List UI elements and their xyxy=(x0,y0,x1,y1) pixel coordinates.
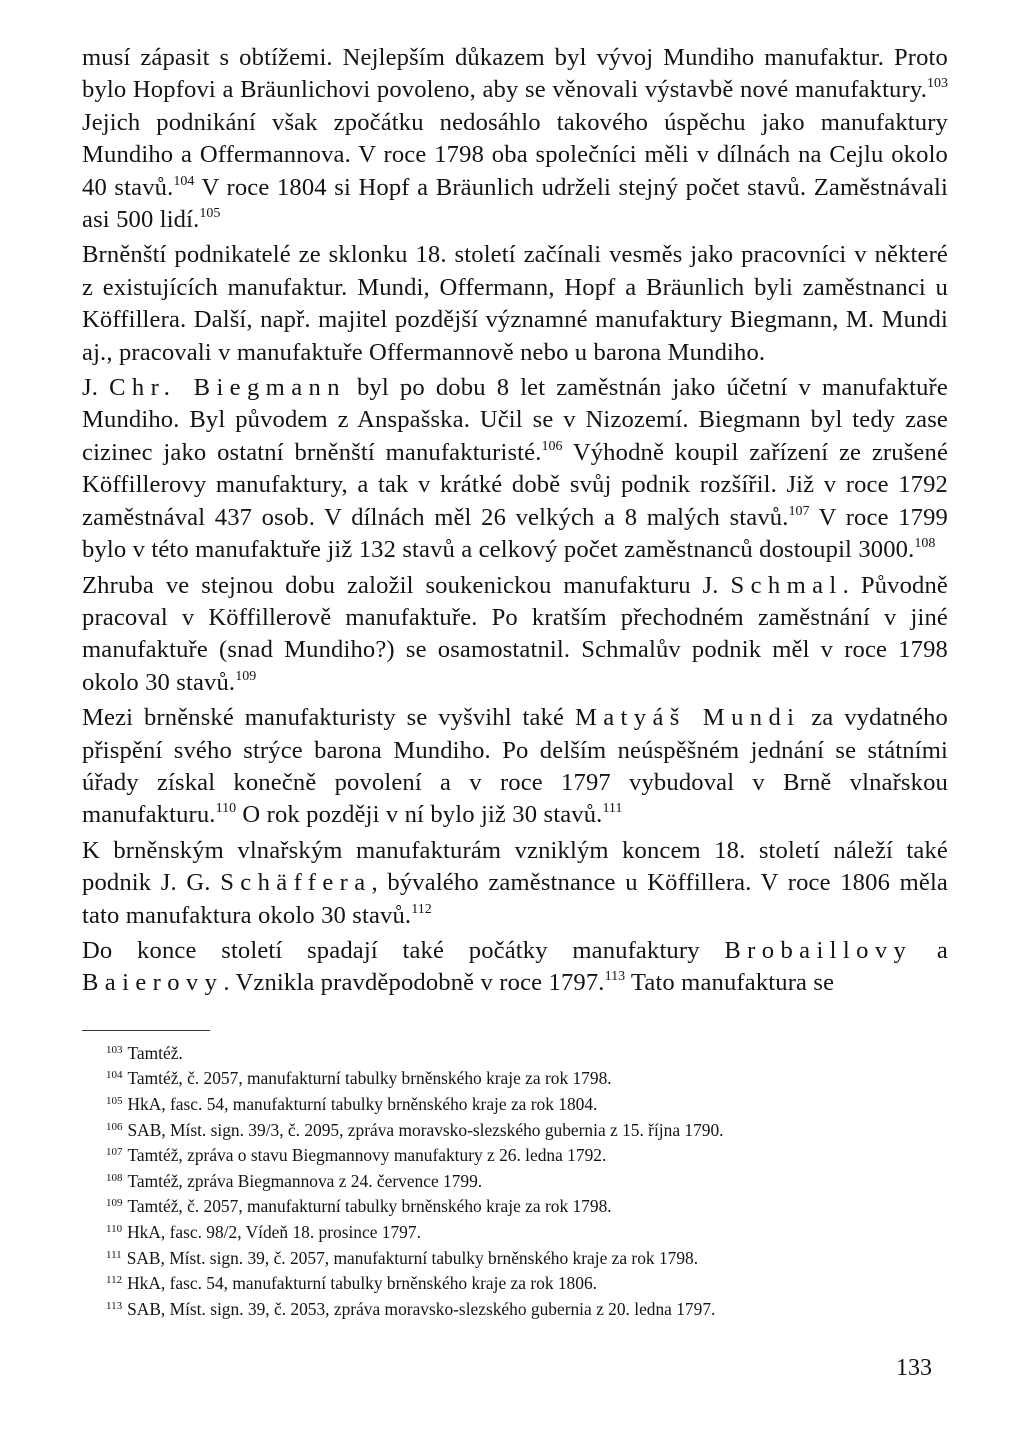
text-run: a xyxy=(912,936,948,964)
footnote xyxy=(82,1118,948,1144)
text-run: , bývalého zaměstnance u Köffillera. V roce 1806 měla tato manufaktura okolo 30 stavů. xyxy=(82,869,948,929)
footnote-number: 103 xyxy=(106,1043,123,1056)
text-run: Jejich podnikání však zpočátku nedosáhlo takového úspěchu jako manufaktury Mundiho a Offermannova. V roce 1798 oba společníci měli v dílnách na Cejlu okolo 40 stavů. xyxy=(82,108,948,201)
footnote-text: Tamtéž, č. 2057, manufakturní tabulky brněnského kraje za rok 1798. xyxy=(127,1196,612,1217)
page-body xyxy=(82,42,948,1322)
footnote-text: SAB, Míst. sign. 39, č. 2053, zpráva moravsko-slezského gubernia z 20. ledna 1797. xyxy=(127,1298,716,1319)
footnote xyxy=(82,1246,948,1272)
footnotes xyxy=(82,1041,948,1323)
footnote xyxy=(82,1092,948,1118)
spaced-name: Schmal xyxy=(730,571,843,599)
footnote-number: 105 xyxy=(106,1094,123,1107)
paragraph xyxy=(82,702,948,832)
text-run: Výhodně koupil zařízení ze zrušené Köffillerovy manufaktury, a tak v krátké době svůj podnik rozšířil. Již v roce 1792 zaměstnával 437 osob. V dílnách měl 26 velkých a 8 malých stavů. xyxy=(82,438,949,531)
footnote-number: 106 xyxy=(106,1120,123,1133)
footnote-ref: 103 xyxy=(927,76,948,92)
footnote-text: SAB, Míst. sign. 39/3, č. 2095, zpráva moravsko-slezského gubernia z 15. října 1790. xyxy=(127,1119,724,1140)
footnote-text: HkA, fasc. 54, manufakturní tabulky brněnského kraje za rok 1806. xyxy=(127,1273,597,1294)
footnote xyxy=(82,1066,948,1092)
spaced-name: Matyáš Mundi xyxy=(574,704,801,732)
body-text xyxy=(82,42,948,1000)
paragraph xyxy=(82,239,948,369)
footnote-ref: 106 xyxy=(541,438,563,454)
text-run: . Původně pracoval v Köffillerově manufaktuře. Po kratším přechodném zaměstnání v jiné manufaktuře (snad Mundiho?) se osamostatnil. Schmalův podnik měl v roce 1798 okolo 30 stavů. xyxy=(82,571,948,696)
footnote xyxy=(82,1169,948,1195)
footnote-text: HkA, fasc. 98/2, Vídeň 18. prosince 1797. xyxy=(127,1221,421,1242)
text-run: . Vznikla pravděpodobně v roce 1797. xyxy=(223,969,605,997)
paragraph xyxy=(82,835,948,932)
footnote xyxy=(82,1271,948,1297)
footnote-ref: 112 xyxy=(411,901,432,917)
text-run: V roce 1804 si Hopf a Bräunlich udrželi stejný počet stavů. Zaměstnávali asi 500 lidí. xyxy=(82,173,948,234)
footnote-number: 109 xyxy=(106,1197,123,1210)
footnote-number: 111 xyxy=(106,1248,122,1261)
footnote xyxy=(82,1220,948,1246)
footnote xyxy=(82,1041,948,1067)
footnote-ref: 113 xyxy=(604,969,626,985)
footnote-number: 104 xyxy=(106,1069,123,1082)
text-run: musí zápasit s obtížemi. Nejlepším důkazem byl vývoj Mundiho manufaktur. Proto bylo Hopfovi a Bräunlichovi povoleno, aby se věnovali výstavbě nové manufaktury. xyxy=(82,44,948,104)
footnote-text: Tamtéž, č. 2057, manufakturní tabulky brněnského kraje za rok 1798. xyxy=(127,1068,612,1089)
text-run: Tato manufaktura se xyxy=(625,969,835,997)
footnote-number: 113 xyxy=(106,1299,123,1312)
footnote-ref: 111 xyxy=(602,801,623,817)
paragraph xyxy=(82,935,948,1000)
footnote-text: HkA, fasc. 54, manufakturní tabulky brněnského kraje za rok 1804. xyxy=(127,1093,598,1114)
footnote xyxy=(82,1194,948,1220)
footnote-ref: 105 xyxy=(199,206,221,222)
page-number: 133 xyxy=(896,1355,932,1381)
footnote-ref: 110 xyxy=(215,801,237,817)
footnote xyxy=(82,1143,948,1169)
spaced-name: Brobaillovy xyxy=(724,936,913,964)
text-run: Zhruba ve stejnou dobu založil soukenickou manufakturu J. xyxy=(82,571,731,599)
footnote-rule xyxy=(82,1030,210,1031)
spaced-name: Schäffera xyxy=(220,869,372,897)
text-run: Brněnští podnikatelé ze sklonku 18. století začínali vesměs jako pracovníci v některé z existujících manufaktur. Mundi, Offermann, Hopf a Bräunlich byli zaměstnanci u Köffillera. Další, např. majitel pozdější významné manufaktury Biegmann, M. Mundi aj., pracovali v manufaktuře Offermannově nebo u barona Mundiho. xyxy=(82,241,948,366)
text-run: Do konce století spadají také počátky manufaktury xyxy=(82,936,725,964)
text-run: V roce 1799 bylo v této manufaktuře již 132 stavů a celkový počet zaměstnanců dostoupil 3000. xyxy=(82,503,948,564)
footnote-text: Tamtéž, zpráva o stavu Biegmannovy manufaktury z 26. ledna 1792. xyxy=(127,1145,607,1166)
footnote-ref: 108 xyxy=(914,536,936,552)
footnote-ref: 107 xyxy=(788,503,810,519)
text-run: K brněnským vlnařským manufakturám vzniklým koncem 18. století náleží také podnik J. G. xyxy=(82,836,948,897)
footnote-ref: 104 xyxy=(173,173,195,189)
paragraph xyxy=(82,372,948,566)
footnote-number: 110 xyxy=(106,1222,123,1235)
footnote-number: 107 xyxy=(106,1146,123,1159)
footnote-text: Tamtéž, zpráva Biegmannova z 24. července 1799. xyxy=(127,1170,483,1191)
footnote-text: Tamtéž. xyxy=(127,1042,183,1063)
footnote-number: 108 xyxy=(106,1171,123,1184)
footnote-text: SAB, Míst. sign. 39, č. 2057, manufakturní tabulky brněnského kraje za rok 1798. xyxy=(126,1247,699,1268)
text-run: O rok později v ní bylo již 30 stavů. xyxy=(236,801,603,829)
spaced-name: Baierovy xyxy=(82,969,224,997)
spaced-name: Chr. Biegmann xyxy=(109,374,346,402)
footnote xyxy=(82,1297,948,1323)
text-run: byl po dobu 8 let zaměstnán jako účetní v manufaktuře Mundiho. Byl původem z Anspašska. Učil se v Nizozemí. Biegmann byl tedy zase cizinec jako ostatní brněnští manufakturisté. xyxy=(82,374,948,466)
paragraph xyxy=(82,42,948,236)
text-run: za vydatného přispění svého strýce barona Mundiho. Po delším neúspěšném jednání se státními úřady získal konečně povolení a v roce 1797 vybudoval v Brně vlnařskou manufakturu. xyxy=(82,704,948,829)
text-run: J. xyxy=(82,374,110,402)
text-run: Mezi brněnské manufakturisty se vyšvihl také xyxy=(82,704,575,732)
paragraph xyxy=(82,570,948,700)
footnote-number: 112 xyxy=(106,1274,123,1287)
footnote-ref: 109 xyxy=(235,668,257,684)
